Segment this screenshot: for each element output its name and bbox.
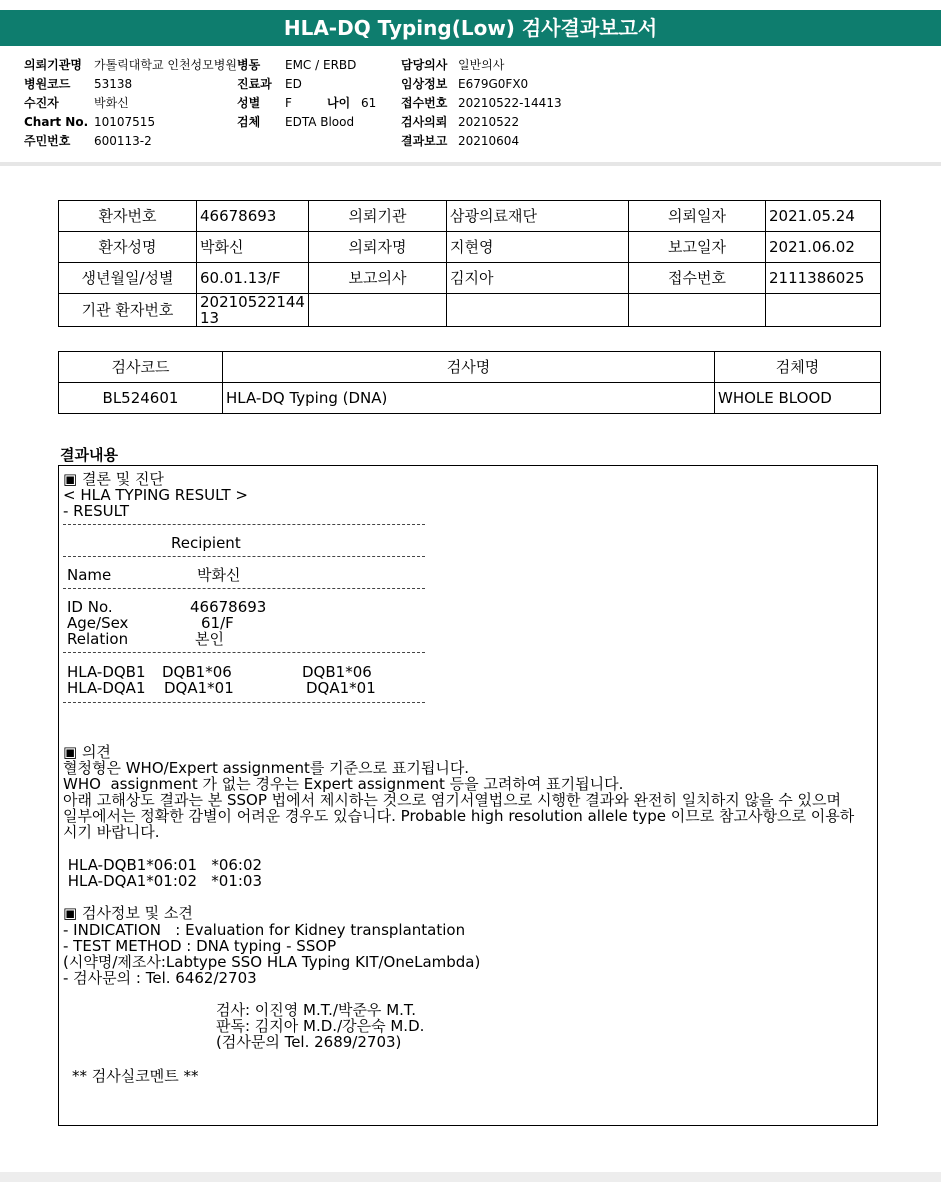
header-field: 주민번호 600113-2 xyxy=(24,134,152,148)
table-header: 검사명 xyxy=(223,352,715,383)
table-cell: HLA-DQ Typing (DNA) xyxy=(223,383,715,414)
signature-line: 검사: 이진영 M.T./박준우 M.T. xyxy=(216,1001,417,1019)
table-header-row xyxy=(59,352,881,383)
info-title: ▣ 검사정보 및 소견 xyxy=(63,904,193,922)
header-field: 임상정보 E679G0FX0 xyxy=(401,77,529,91)
id-value: 46678693 xyxy=(190,598,267,616)
divider xyxy=(63,652,425,653)
header-field: 검체 EDTA Blood xyxy=(237,115,355,129)
header-field: 접수번호 20210522-14413 xyxy=(401,96,562,110)
opinion-line: 혈청형은 WHO/Expert assignment를 기준으로 표기됩니다. xyxy=(63,759,470,777)
name-value: 박화신 xyxy=(197,566,241,584)
header-field: 성별 F 나이 61 xyxy=(237,94,397,113)
relation-label: Relation xyxy=(67,630,129,648)
dqb1-label: HLA-DQB1 xyxy=(67,663,146,681)
table-row xyxy=(59,294,881,327)
table-cell: 보고일자 xyxy=(629,232,766,263)
name-label: Name xyxy=(67,566,112,584)
age-sex-label: Age/Sex xyxy=(67,614,129,632)
opinion-line: 시기 바랍니다. xyxy=(63,823,160,841)
table-cell: 46678693 xyxy=(197,201,309,232)
age-sex-value: 61/F xyxy=(201,614,234,632)
header-field: 병원코드 53138 xyxy=(24,77,133,91)
opinion-title: ▣ 의견 xyxy=(63,743,111,761)
result-content xyxy=(58,465,878,1126)
table-cell: 박화신 xyxy=(197,232,309,263)
signature-line: 판독: 김지아 M.D./강은숙 M.D. xyxy=(216,1017,425,1035)
header-field: 결과보고 20210604 xyxy=(401,134,520,148)
age-value: 61 xyxy=(361,96,377,110)
table-cell xyxy=(309,294,447,327)
id-label: ID No. xyxy=(67,598,113,616)
table-cell: 생년월일/성별 xyxy=(59,263,197,294)
dqb1-allele-2: DQB1*06 xyxy=(302,663,372,681)
info-line: - 검사문의 : Tel. 6462/2703 xyxy=(63,969,257,987)
table-row xyxy=(59,383,881,414)
header-col3 xyxy=(401,56,601,151)
table-cell: 삼광의료재단 xyxy=(447,201,629,232)
table-cell: 환자성명 xyxy=(59,232,197,263)
info-line: - INDICATION : Evaluation for Kidney transplantation xyxy=(63,921,466,939)
header-field: 의뢰기관명 가톨릭대학교 인천성모병원 xyxy=(24,58,237,72)
table-cell: 김지아 xyxy=(447,263,629,294)
table-cell xyxy=(447,294,629,327)
footer-band xyxy=(0,1172,941,1182)
table-cell: 2021.05.24 xyxy=(766,201,881,232)
conclusion-title: ▣ 결론 및 진단 xyxy=(63,470,164,488)
table-cell: 20210522144 13 xyxy=(197,294,309,327)
dqa1-allele-1: DQA1*01 xyxy=(164,679,234,697)
table-row xyxy=(59,201,881,232)
opinion-line: 일부에서는 정확한 감별이 어려운 경우도 있습니다. Probable high resolution allele type 이므로 참고사항으로 이용하 xyxy=(63,807,855,825)
table-row xyxy=(59,263,881,294)
header-col2 xyxy=(237,56,397,132)
relation-value: 본인 xyxy=(195,630,224,648)
table-cell: 2111386025 xyxy=(766,263,881,294)
table-cell: BL524601 xyxy=(59,383,223,414)
typing-title: < HLA TYPING RESULT > xyxy=(63,486,248,504)
table-cell: 의뢰기관 xyxy=(309,201,447,232)
table-header: 검사코드 xyxy=(59,352,223,383)
header-field: 수진자 박화신 xyxy=(24,96,129,110)
opinion-line: WHO assignment 가 없는 경우는 Expert assignment 등을 고려하여 표기됩니다. xyxy=(63,775,624,793)
report-title: HLA-DQ Typing(Low) 검사결과보고서 xyxy=(0,10,941,46)
age-label: 나이 xyxy=(327,96,351,110)
header-field: 담당의사 일반의사 xyxy=(401,58,505,72)
table-cell: 의뢰일자 xyxy=(629,201,766,232)
signature-line: (검사문의 Tel. 2689/2703) xyxy=(216,1033,402,1051)
divider xyxy=(63,588,425,589)
header-field: 병동 EMC / ERBD xyxy=(237,58,357,72)
recipient-label: Recipient xyxy=(171,534,241,552)
header-divider xyxy=(0,162,941,166)
table-row xyxy=(59,232,881,263)
high-res-dqa1: HLA-DQA1*01:02 *01:03 xyxy=(63,872,263,890)
header-field: 진료과 ED xyxy=(237,77,302,91)
test-info-table xyxy=(58,351,881,414)
dqb1-allele-1: DQB1*06 xyxy=(162,663,232,681)
table-cell: 보고의사 xyxy=(309,263,447,294)
table-cell: 환자번호 xyxy=(59,201,197,232)
divider xyxy=(63,524,425,525)
info-line: (시약명/제조사:Labtype SSO HLA Typing KIT/OneLambda) xyxy=(63,953,481,971)
info-line: - TEST METHOD : DNA typing - SSOP xyxy=(63,937,337,955)
opinion-line: 아래 고해상도 결과는 본 SSOP 법에서 제시하는 것으로 염기서열법으로 시행한 결과와 완전히 일치하지 않을 수 있으며 xyxy=(63,791,841,809)
result-label: - RESULT xyxy=(63,502,130,520)
table-cell: 지현영 xyxy=(447,232,629,263)
table-cell: 기관 환자번호 xyxy=(59,294,197,327)
header-field: 검사의뢰 20210522 xyxy=(401,115,520,129)
patient-info-table xyxy=(58,200,881,327)
table-cell: 2021.06.02 xyxy=(766,232,881,263)
dqa1-allele-2: DQA1*01 xyxy=(306,679,376,697)
table-cell xyxy=(766,294,881,327)
table-cell: 접수번호 xyxy=(629,263,766,294)
dqa1-label: HLA-DQA1 xyxy=(67,679,146,697)
table-cell: WHOLE BLOOD xyxy=(715,383,881,414)
table-header: 검체명 xyxy=(715,352,881,383)
header-col1 xyxy=(24,56,254,151)
table-cell xyxy=(629,294,766,327)
table-cell: 의뢰자명 xyxy=(309,232,447,263)
result-section-title: 결과내용 xyxy=(60,446,118,464)
header-field: Chart No. 10107515 xyxy=(24,115,156,129)
divider xyxy=(63,556,425,557)
table-cell: 60.01.13/F xyxy=(197,263,309,294)
high-res-dqb1: HLA-DQB1*06:01 *06:02 xyxy=(63,856,263,874)
lab-comment: ** 검사실코멘트 ** xyxy=(72,1067,199,1085)
divider xyxy=(63,702,425,703)
